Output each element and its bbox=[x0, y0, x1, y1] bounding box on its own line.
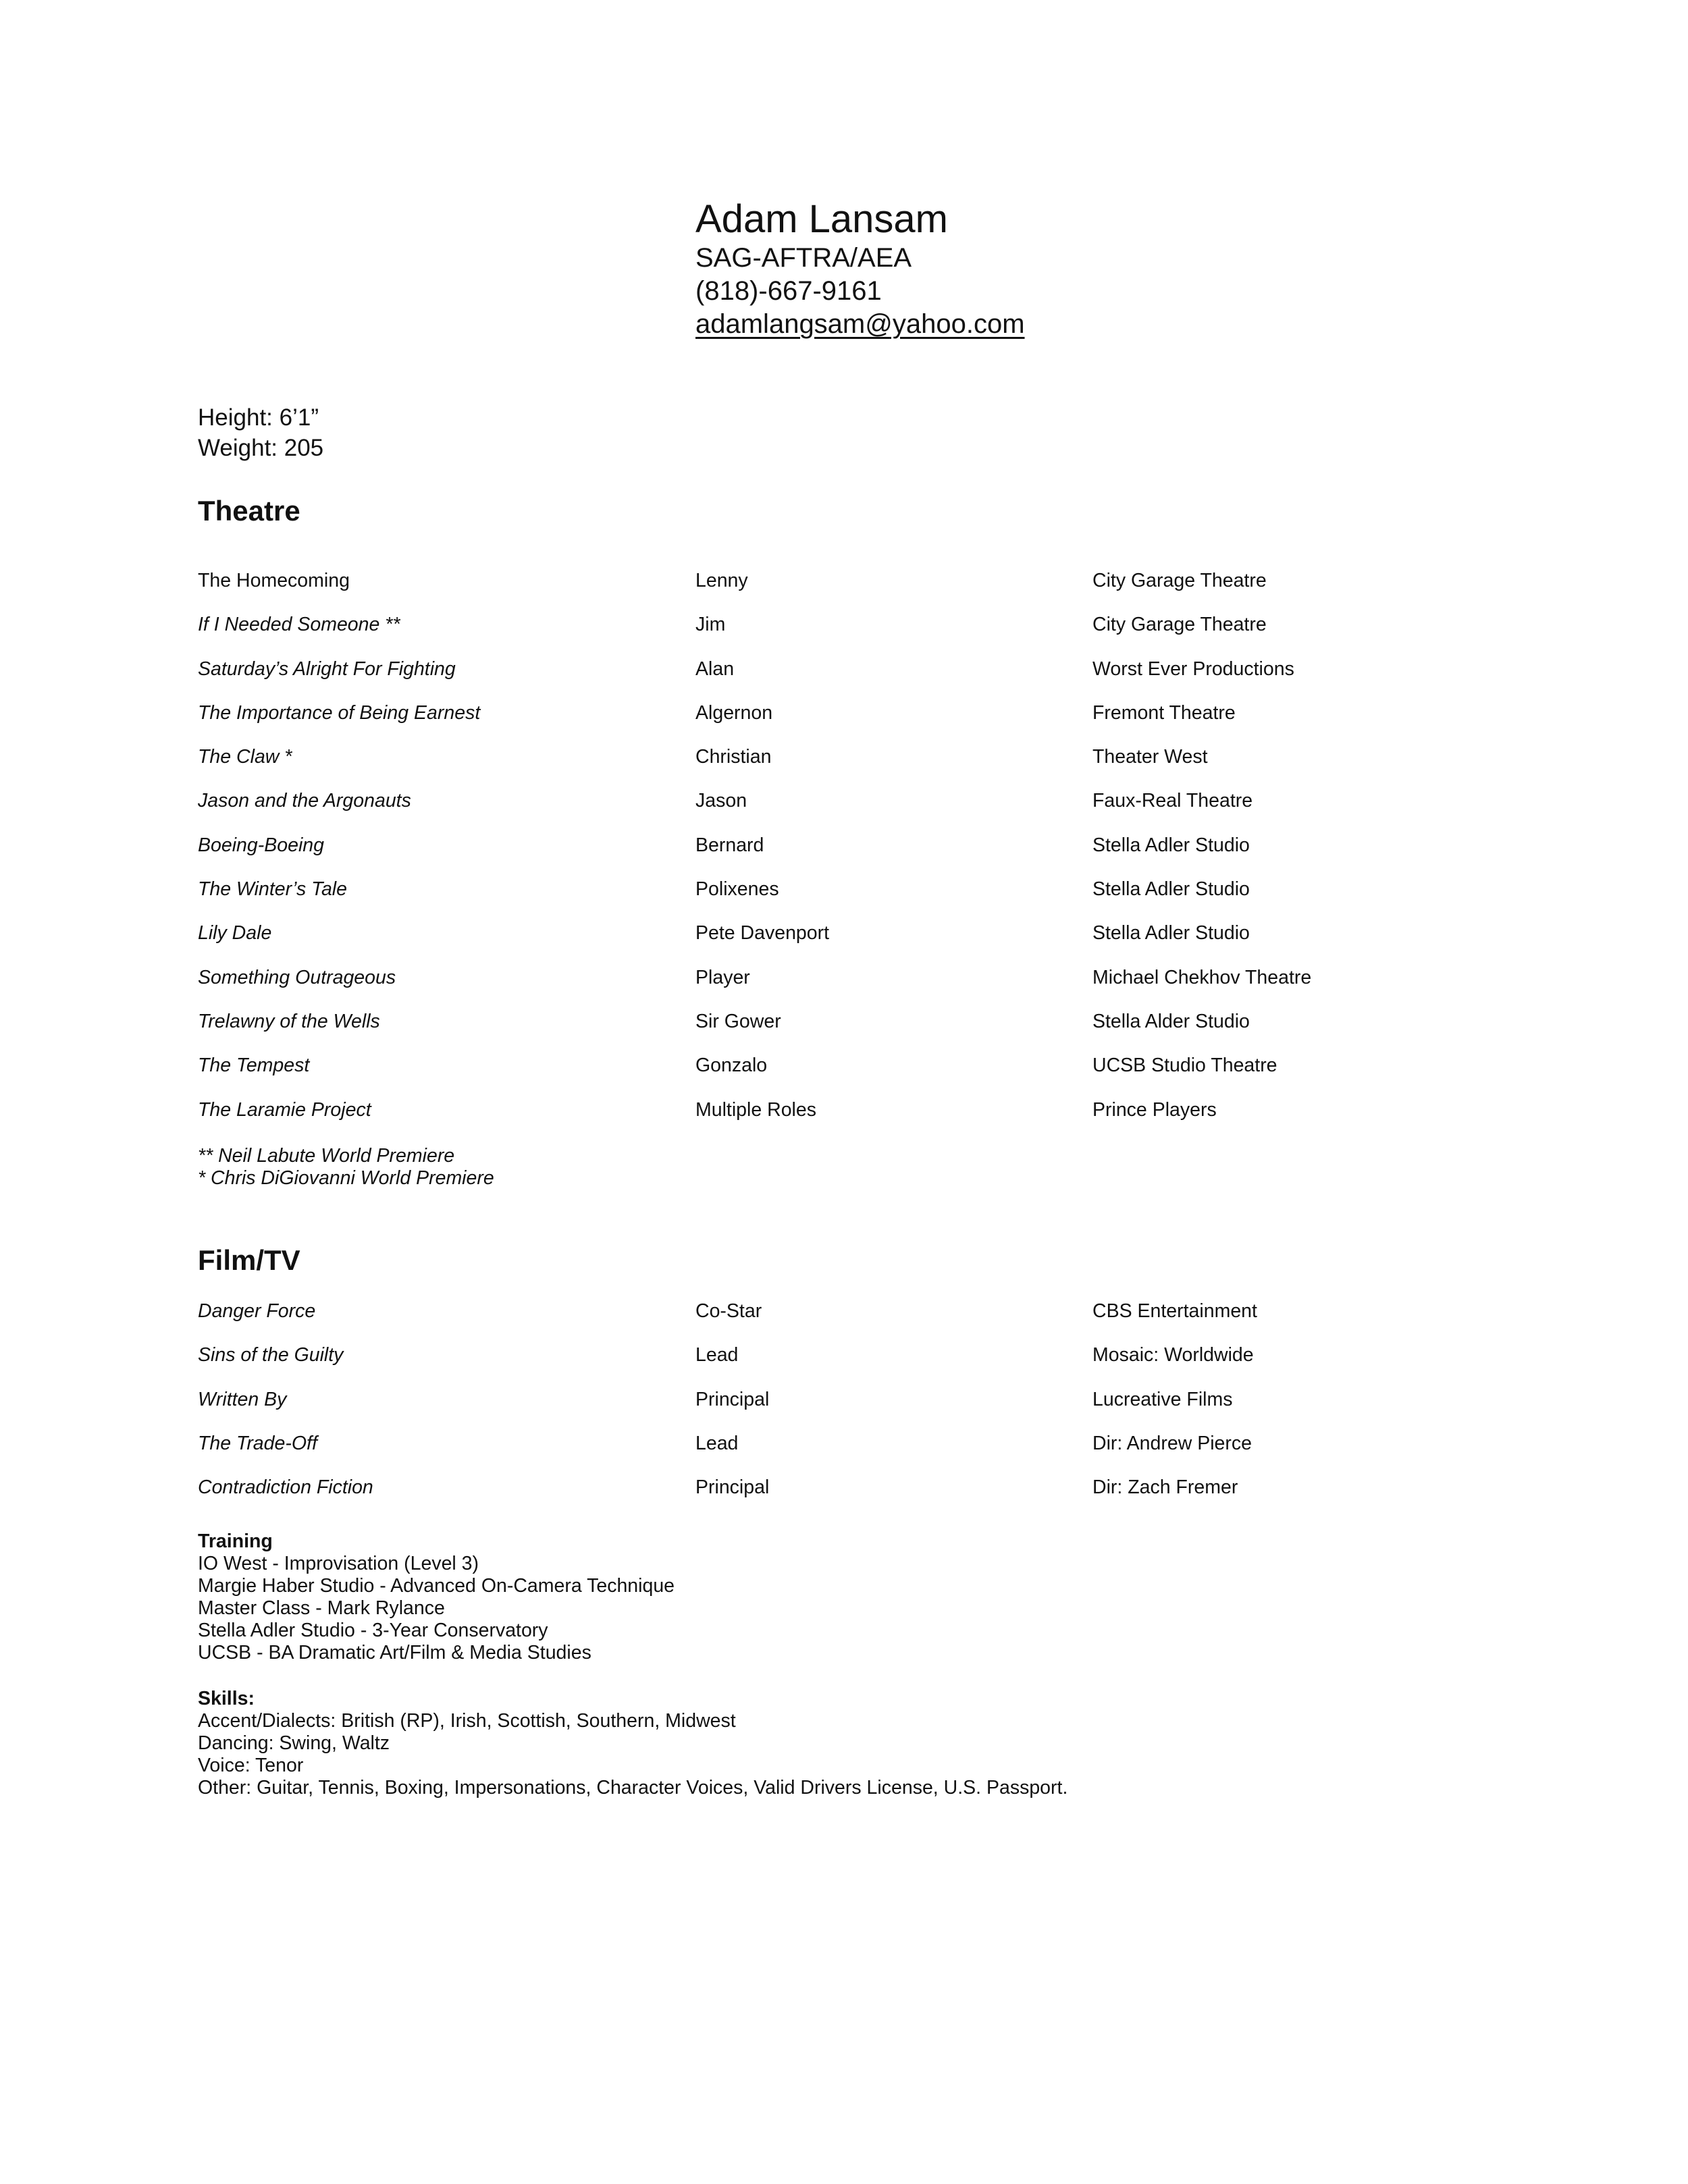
credit-row bbox=[198, 1054, 1481, 1098]
credit-row bbox=[198, 1388, 1481, 1432]
credit-venue: Faux-Real Theatre bbox=[1092, 790, 1253, 812]
credit-row bbox=[198, 834, 1481, 878]
credit-row bbox=[198, 922, 1481, 965]
credit-row bbox=[198, 966, 1481, 1010]
credit-role: Lead bbox=[695, 1344, 739, 1366]
credit-title: Sins of the Guilty bbox=[198, 1344, 344, 1366]
premiere-note: * Chris DiGiovanni World Premiere bbox=[198, 1167, 494, 1189]
credit-venue: UCSB Studio Theatre bbox=[1092, 1055, 1277, 1077]
training-item: UCSB - BA Dramatic Art/Film & Media Studies bbox=[198, 1642, 591, 1663]
film-tv-heading: Film/TV bbox=[198, 1244, 300, 1276]
credit-venue: Dir: Andrew Pierce bbox=[1092, 1432, 1252, 1454]
credit-role: Principal bbox=[695, 1388, 770, 1410]
credit-venue: Michael Chekhov Theatre bbox=[1092, 966, 1312, 988]
credit-row bbox=[198, 789, 1481, 833]
credit-role: Lead bbox=[695, 1432, 739, 1454]
union-affiliation: SAG-AFTRA/AEA bbox=[695, 243, 912, 273]
skill-item: Dancing: Swing, Waltz bbox=[198, 1732, 390, 1754]
credit-title: Jason and the Argonauts bbox=[198, 790, 411, 812]
credit-role: Jason bbox=[695, 790, 747, 812]
credit-title: If I Needed Someone ** bbox=[198, 614, 400, 636]
training-item: Stella Adler Studio - 3-Year Conservatory bbox=[198, 1620, 548, 1641]
credit-role: Co-Star bbox=[695, 1300, 762, 1322]
credit-row bbox=[198, 1476, 1481, 1520]
credit-venue: Stella Adler Studio bbox=[1092, 878, 1250, 901]
film-tv-credits-table bbox=[198, 1300, 1481, 1520]
training-item: Master Class - Mark Rylance bbox=[198, 1597, 445, 1619]
credit-title: Trelawny of the Wells bbox=[198, 1010, 380, 1032]
training-item: Margie Haber Studio - Advanced On-Camera Technique bbox=[198, 1575, 675, 1597]
credit-venue: Fremont Theatre bbox=[1092, 701, 1236, 724]
credit-title: Written By bbox=[198, 1388, 287, 1410]
credit-row bbox=[198, 1300, 1481, 1343]
credit-venue: Mosaic: Worldwide bbox=[1092, 1344, 1254, 1366]
credit-venue: City Garage Theatre bbox=[1092, 614, 1267, 636]
credit-venue: Stella Adler Studio bbox=[1092, 834, 1250, 856]
credit-title: Something Outrageous bbox=[198, 966, 396, 988]
credit-venue: Prince Players bbox=[1092, 1098, 1217, 1121]
contact-header bbox=[695, 197, 1025, 341]
credit-title: Danger Force bbox=[198, 1300, 316, 1322]
premiere-note: ** Neil Labute World Premiere bbox=[198, 1145, 455, 1167]
credit-role: Gonzalo bbox=[695, 1055, 768, 1077]
skill-item: Accent/Dialects: British (RP), Irish, Scottish, Southern, Midwest bbox=[198, 1710, 736, 1732]
actor-name: Adam Lansam bbox=[695, 197, 948, 241]
phone-number: (818)-667-9161 bbox=[695, 276, 882, 306]
credit-row bbox=[198, 1343, 1481, 1387]
credit-venue: CBS Entertainment bbox=[1092, 1300, 1257, 1322]
credit-title: The Trade-Off bbox=[198, 1432, 317, 1454]
credit-role: Sir Gower bbox=[695, 1010, 781, 1032]
credit-title: Boeing-Boeing bbox=[198, 834, 324, 856]
skills-section bbox=[198, 1688, 1067, 1799]
training-item: IO West - Improvisation (Level 3) bbox=[198, 1553, 479, 1574]
credit-row bbox=[198, 878, 1481, 922]
skill-item: Voice: Tenor bbox=[198, 1755, 304, 1776]
training-heading: Training bbox=[198, 1530, 273, 1552]
credit-title: The Tempest bbox=[198, 1055, 310, 1077]
credit-row bbox=[198, 745, 1481, 789]
credit-venue: Dir: Zach Fremer bbox=[1092, 1476, 1238, 1499]
credit-row bbox=[198, 1098, 1481, 1142]
credit-row bbox=[198, 569, 1481, 613]
credit-venue: Lucreative Films bbox=[1092, 1388, 1233, 1410]
credit-role: Alan bbox=[695, 658, 735, 680]
credit-role: Principal bbox=[695, 1476, 770, 1499]
credit-role: Algernon bbox=[695, 701, 773, 724]
credit-role: Player bbox=[695, 966, 750, 988]
credit-role: Bernard bbox=[695, 834, 764, 856]
training-section bbox=[198, 1530, 675, 1664]
credit-title: Saturday’s Alright For Fighting bbox=[198, 658, 456, 680]
credit-title: The Claw * bbox=[198, 746, 292, 768]
credit-row bbox=[198, 658, 1481, 701]
credit-role: Jim bbox=[695, 614, 726, 636]
credit-title: The Winter’s Tale bbox=[198, 878, 347, 901]
credit-venue: Worst Ever Productions bbox=[1092, 658, 1294, 680]
skills-heading: Skills: bbox=[198, 1688, 255, 1709]
skill-item: Other: Guitar, Tennis, Boxing, Impersonations, Character Voices, Valid Drivers License, U.S. Passport. bbox=[198, 1777, 1068, 1799]
credit-venue: Stella Adler Studio bbox=[1092, 922, 1250, 944]
credit-row bbox=[198, 1432, 1481, 1476]
credit-role: Christian bbox=[695, 746, 772, 768]
credit-title: The Homecoming bbox=[198, 570, 350, 591]
email-link[interactable]: adamlangsam@yahoo.com bbox=[695, 309, 1025, 339]
credit-role: Polixenes bbox=[695, 878, 779, 901]
credit-role: Pete Davenport bbox=[695, 922, 830, 944]
credit-row bbox=[198, 701, 1481, 745]
credit-venue: City Garage Theatre bbox=[1092, 570, 1267, 591]
credit-row bbox=[198, 613, 1481, 657]
theatre-notes bbox=[198, 1145, 494, 1190]
credit-title: The Laramie Project bbox=[198, 1098, 371, 1121]
credit-row bbox=[198, 1010, 1481, 1054]
physical-stats bbox=[198, 402, 323, 463]
credit-title: Contradiction Fiction bbox=[198, 1476, 373, 1499]
credit-venue: Stella Alder Studio bbox=[1092, 1010, 1250, 1032]
weight-stat: Weight: 205 bbox=[198, 435, 324, 461]
credit-title: The Importance of Being Earnest bbox=[198, 701, 481, 724]
height-stat: Height: 6’1” bbox=[198, 404, 319, 431]
credit-title: Lily Dale bbox=[198, 922, 272, 944]
credit-role: Lenny bbox=[695, 570, 748, 591]
credit-venue: Theater West bbox=[1092, 746, 1208, 768]
theatre-credits-table bbox=[198, 569, 1481, 1142]
theatre-heading: Theatre bbox=[198, 495, 300, 527]
credit-role: Multiple Roles bbox=[695, 1098, 816, 1121]
